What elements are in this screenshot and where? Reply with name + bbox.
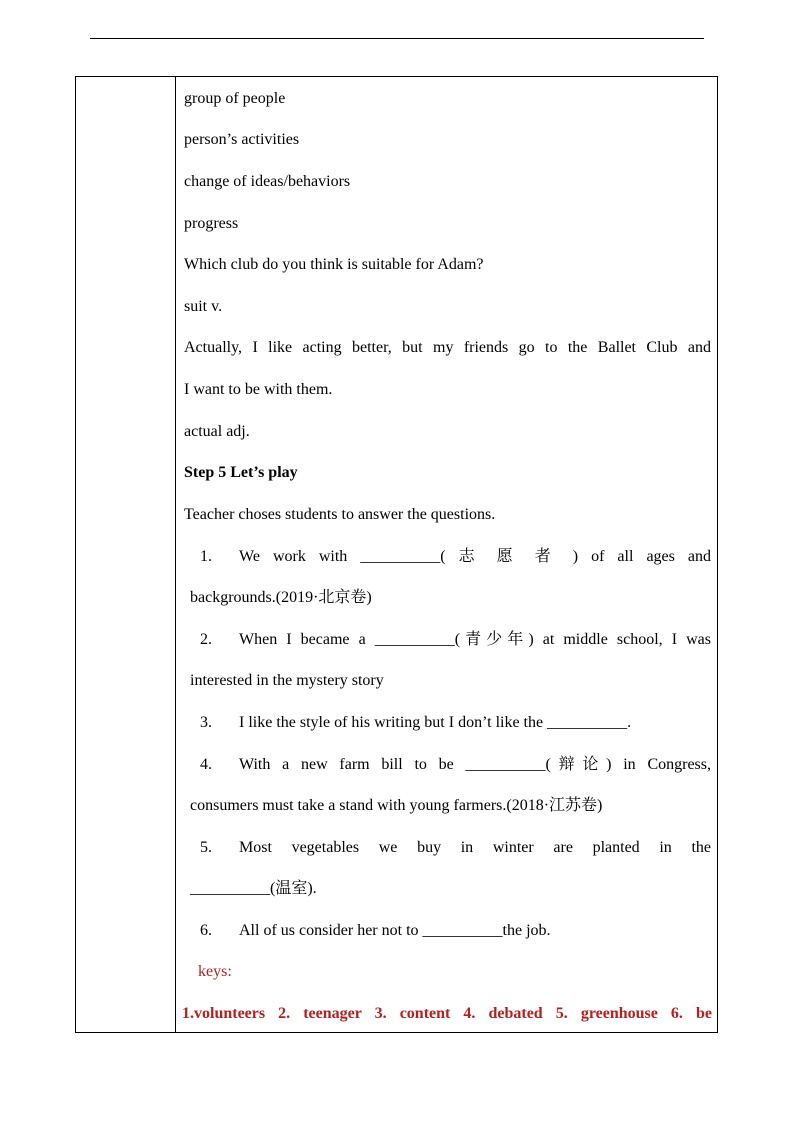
question-number: 5. <box>200 839 212 856</box>
question-number: 1. <box>200 548 212 565</box>
text-line: I want to be with them. <box>184 381 333 398</box>
keys-label: keys: <box>198 963 232 980</box>
text-line: progress <box>184 215 239 232</box>
text-line: Which club do you think is suitable for Adam? <box>184 256 484 273</box>
question-text: Most vegetables we buy in winter are planted in the <box>239 839 711 856</box>
question-number: 3. <box>200 714 212 731</box>
text-line: person’s activities <box>184 131 300 148</box>
question-continuation: __________(温室). <box>190 880 317 897</box>
text-line: Actually, I like acting better, but my friends go to the Ballet Club and <box>184 339 711 356</box>
question-number: 2. <box>200 631 212 648</box>
left-column-cell <box>76 77 176 1032</box>
lesson-table <box>75 76 718 1033</box>
question-text: All of us consider her not to __________the job. <box>239 922 551 939</box>
question-text: We work with __________( 志 愿 者 ) of all ages and <box>239 548 711 565</box>
question-text: When I became a __________(青少年) at middle school, I was <box>239 631 711 648</box>
text-line: change of ideas/behaviors <box>184 173 351 190</box>
question-text: With a new farm bill to be __________(辩论) in Congress, <box>239 756 711 773</box>
question-text: I like the style of his writing but I don’t like the __________. <box>239 714 632 731</box>
header-rule <box>90 38 704 39</box>
keys-answers: 1.volunteers 2. teenager 3. content 4. debated 5. greenhouse 6. be <box>182 1005 712 1022</box>
instruction-text: Teacher choses students to answer the questions. <box>184 506 496 523</box>
text-line: group of people <box>184 90 286 107</box>
question-continuation: interested in the mystery story <box>190 672 384 689</box>
question-continuation: backgrounds.(2019·北京卷) <box>190 589 372 606</box>
text-line: actual adj. <box>184 423 250 440</box>
text-line: suit v. <box>184 298 223 315</box>
step-heading: Step 5 Let’s play <box>184 464 298 481</box>
question-number: 6. <box>200 922 212 939</box>
question-number: 4. <box>200 756 212 773</box>
question-continuation: consumers must take a stand with young farmers.(2018·江苏卷) <box>190 797 603 814</box>
